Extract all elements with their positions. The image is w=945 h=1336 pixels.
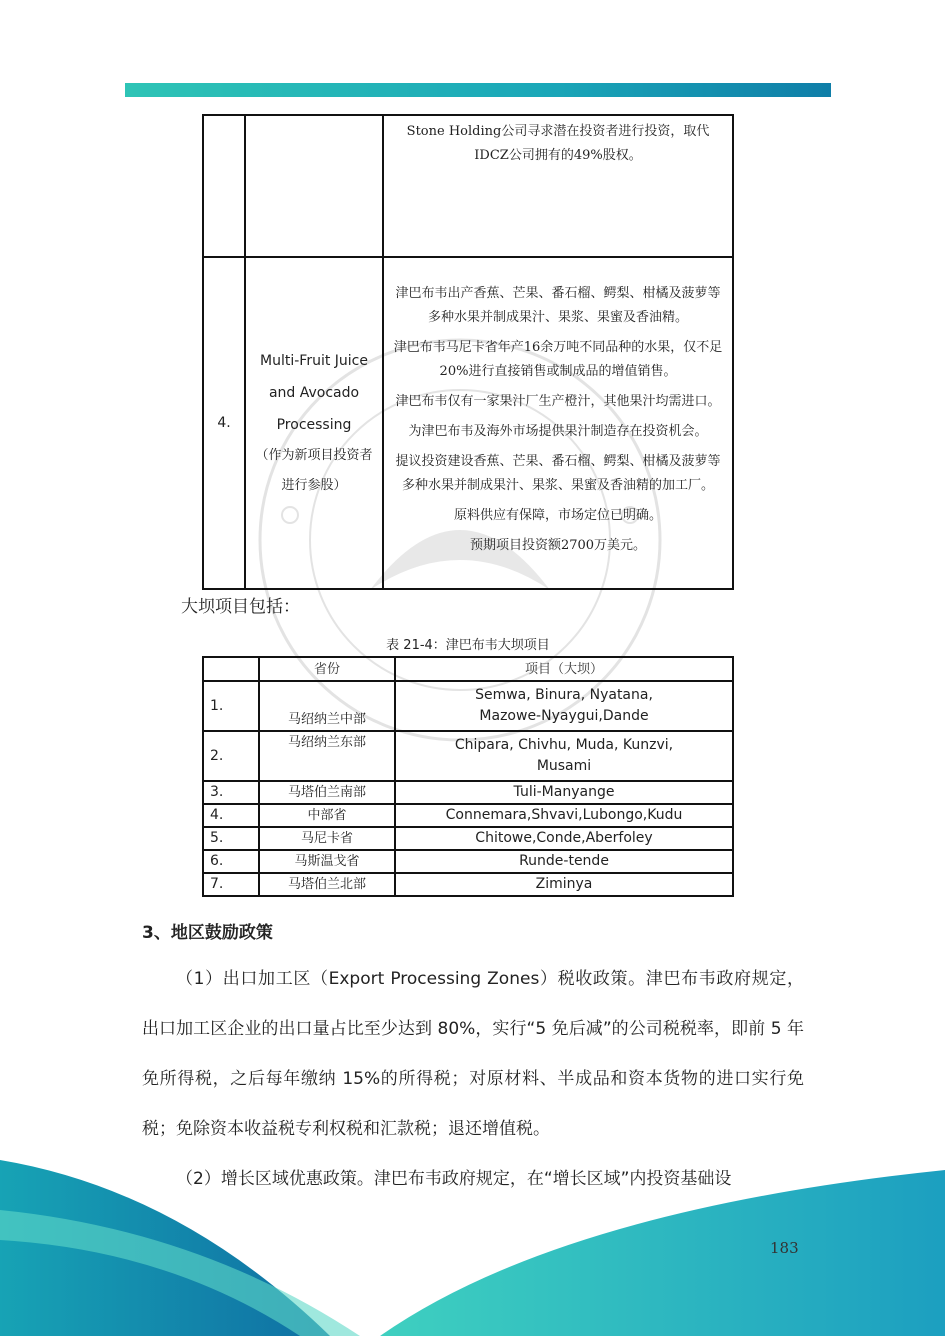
table-row [203,257,733,589]
project-name-line: and Avocado [268,385,360,401]
description-line: 为津巴布韦及海外市场提供果汁制造存在投资机会。 [408,424,708,439]
body-paragraph: （1）出口加工区（Export Processing Zones）税收政策。津巴布韦政府规定，出口加工区企业的出口量占比至少达到 80%，实行“5 免后减”的公司税税率，即前 5 年免所得税，之后每年缴纳 15%的所得税；对原材料、半成品和资本货物的进口实行免税；免除资本收益税专利权税和汇款税；退还增值税。 [142,969,804,1139]
description-line: Stone Holding公司寻求潜在投资者进行投资，取代IDCZ公司拥有的49%股权。 [406,124,710,163]
table-row [203,804,733,827]
section-heading: 3、地区鼓励政策 [142,923,273,943]
table-row [203,731,733,781]
project-name-line: Multi-Fruit Juice [260,353,368,369]
header-cell: 项目（大坝） [395,657,733,681]
header-accent-bar [125,83,831,97]
description-line: 预期项目投资额2700万美元。 [469,538,647,553]
province-cell: 马塔伯兰南部 [259,781,395,804]
project-description [383,257,733,589]
header-cell [203,657,259,681]
project-cell: Semwa, Binura, Nyatana, Mazowe-Nyaygui,Dande [395,681,733,731]
project-cell: Tuli-Manyange [395,781,733,804]
description-line: 津巴布韦马尼卡省年产16余万吨不同品种的水果，仅不足20%进行直接销售或制成品的增值销售。 [393,340,723,379]
table-row [203,873,733,896]
row-number: 7. [203,873,259,896]
province-cell: 马绍纳兰东部 [259,731,395,781]
project-cell: Ziminya [395,873,733,896]
description-line: 津巴布韦仅有一家果汁厂生产橙汁，其他果汁均需进口。 [395,394,721,409]
project-cell: Chipara, Chivhu, Muda, Kunzvi, Musami [395,731,733,781]
description-line: 津巴布韦出产香蕉、芒果、番石榴、鳄梨、柑橘及菠萝等多种水果并制成果汁、果浆、果蜜及香油精。 [395,286,721,325]
province-cell: 马尼卡省 [259,827,395,850]
project-cell: Connemara,Shvavi,Lubongo,Kudu [395,804,733,827]
project-note-line: 进行参股） [281,478,347,493]
investment-project-table [202,114,734,590]
dam-project-table [202,656,734,897]
project-cell: Runde-tende [395,850,733,873]
project-name-line: Processing [276,417,352,433]
row-number: 5. [203,827,259,850]
province-cell: 马塔伯兰北部 [259,873,395,896]
table-row [203,850,733,873]
row-number [203,115,245,257]
dam-intro-text: 大坝项目包括： [181,597,300,617]
province-cell: 马绍纳兰中部 [259,681,395,731]
row-number: 3. [203,781,259,804]
body-paragraph: （2）增长区域优惠政策。津巴布韦政府规定，在“增长区域”内投资基础设 [176,1169,732,1189]
project-note-line: （作为新项目投资者 [255,448,373,463]
project-name [245,257,383,589]
row-number: 6. [203,850,259,873]
table-row [203,115,733,257]
province-cell: 马斯温戈省 [259,850,395,873]
table-row [203,781,733,804]
table-caption: 表 21-4：津巴布韦大坝项目 [386,638,550,653]
project-description [383,115,733,257]
province-cell: 中部省 [259,804,395,827]
project-cell: Chitowe,Conde,Aberfoley [395,827,733,850]
header-cell: 省份 [259,657,395,681]
description-line: 原料供应有保障，市场定位已明确。 [453,508,662,523]
project-name [245,115,383,257]
row-number: 2. [203,731,259,781]
footer-wave-decoration [0,1150,945,1336]
description-line: 提议投资建设香蕉、芒果、番石榴、鳄梨、柑橘及菠萝等多种水果并制成果汁、果浆、果蜜及香油精的加工厂。 [395,454,721,493]
page-number: 183 [770,1239,799,1257]
row-number: 4. [203,257,245,589]
table-header-row [203,657,733,681]
row-number: 1. [203,681,259,731]
table-row [203,681,733,731]
row-number: 4. [203,804,259,827]
table-row [203,827,733,850]
